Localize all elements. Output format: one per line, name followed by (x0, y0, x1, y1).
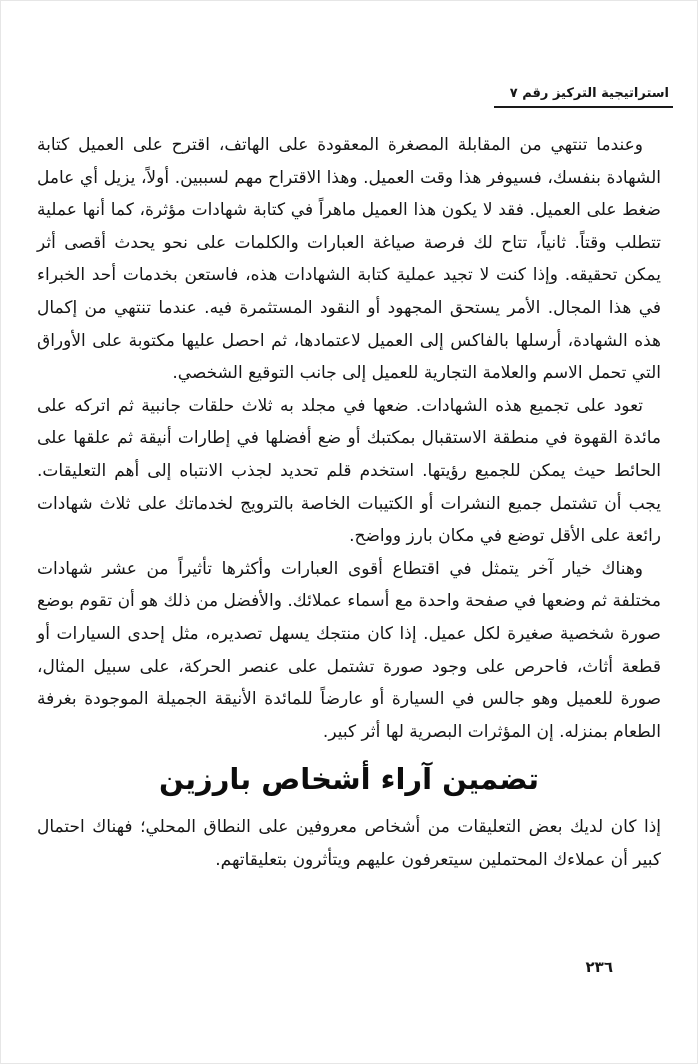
page-number: ٢٣٦ (585, 958, 613, 976)
section-heading: تضمين آراء أشخاص بارزين (159, 762, 539, 797)
page-body (37, 129, 661, 876)
paragraph-collecting-testimonials: تعود على تجميع هذه الشهادات. ضعها في مجلد به ثلاث حلقات جانبية ثم اتركه على مائدة القهوة في منطقة الاستقبال بمكتبك أو ضع أفضلها في إطارات أنيقة ثم علقها على الحائط حيث يمكن للجميع رؤيتها. استخدم قلم تحديد لجذب الانتباه إلى أهم التعليقات. يجب أن تشتمل جميع النشرات أو الكتيبات الخاصة بالترويج لخدماتك على ثلاث شهادات رائعة على الأقل توضع في مكان بارز وواضح. (37, 395, 661, 547)
running-header-title: استراتيجية التركيز رقم ٧ (509, 86, 669, 101)
paragraph-prominent-people: إذا كان لديك بعض التعليقات من أشخاص معروفين على النطاق المحلي؛ فهناك احتمال كبير أن عملاءك المحتملين سيتعرفون عليهم ويتأثرون بتعليقاتهم. (37, 817, 661, 870)
running-header (494, 86, 673, 108)
paragraph-excerpts-photos: وهناك خيار آخر يتمثل في اقتطاع أقوى العبارات وأكثرها تأثيراً من عشر شهادات مختلفة ثم وضعها في صفحة واحدة مع أسماء عملائك. والأفضل من ذلك هو أن تقوم بوضع صورة شخصية صغيرة لكل عميل. إذا كان منتجك يسهل تصديره، مثل إحدى السيارات أو قطعة أثاث، فاحرص على وجود صورة تشتمل على عنصر الحركة، على سبيل المثال، صورة للعميل وهو جالس في السيارة أو عارضاً للمائدة الأنيقة الجميلة الموجودة بغرفة الطعام بمنزله. إن المؤثرات البصرية لها أثر كبير. (37, 558, 661, 742)
paragraph-testimonial-writing: وعندما تنتهي من المقابلة المصغرة المعقودة على الهاتف، اقترح على العميل كتابة الشهادة بنفسك، فسيوفر هذا وقت العميل. وهذا الاقتراح مهم لسببين. أولاً، يزيل أي عامل ضغط على العميل. فقد لا يكون هذا العميل ماهراً في كتابة شهادات مؤثرة، كما أنها عملية تتطلب وقتاً. ثانياً، تتاح لك فرصة صياغة العبارات والكلمات على نحو يحدث أقصى أثر يمكن تحقيقه. وإذا كنت لا تجيد عملية كتابة الشهادات هذه، فاستعن بخدمات أحد الخبراء في هذا المجال. الأمر يستحق المجهود أو النقود المستثمرة فيه. عندما تنتهي من إكمال هذه الشهادة، أرسلها بالفاكس إلى العميل لاعتمادها، ثم احصل عليها مكتوبة على الأوراق التي تحمل الاسم والعلامة التجارية للعميل إلى جانب التوقيع الشخصي. (37, 135, 661, 384)
